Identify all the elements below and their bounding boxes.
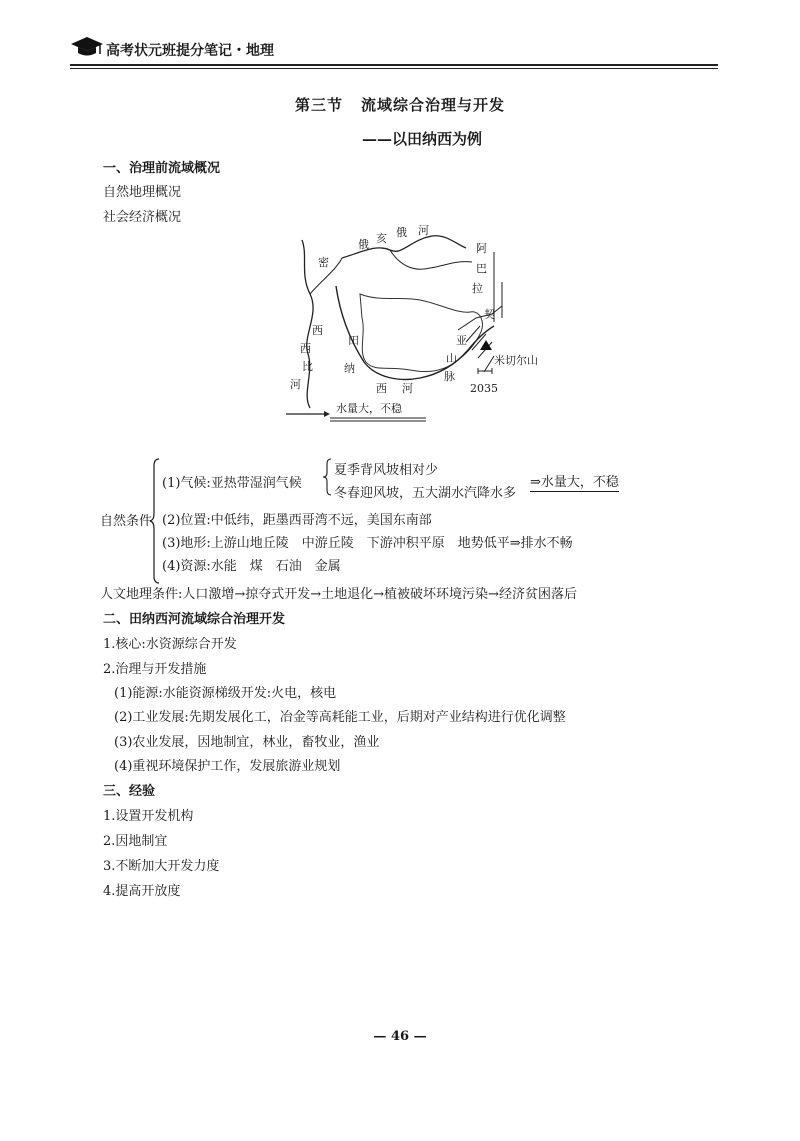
part1-item: 自然地理概况 [103,185,182,200]
label-tennessee: 西 [376,382,387,395]
label-ohio: 俄 [358,238,369,251]
experience-item: 1.设置开发机构 [103,809,194,824]
location-line: (2)位置:中低纬，距墨西哥湾不远，美国东南部 [162,513,432,528]
header-rule-thin [70,68,718,69]
peak-name: 米切尔山 [494,354,538,367]
part1-heading: 一、治理前流域概况 [103,161,221,176]
part2-heading: 二、田纳西河流域综合治理开发 [103,612,286,627]
label-appalachian: 脉 [444,370,455,383]
natural-label: 自然条件 [100,514,153,529]
label-ohio: 亥 [376,232,387,245]
measure-item: (3)农业发展，因地制宜，林业，畜牧业，渔业 [114,735,380,750]
section-subtitle: ——以田纳西为例 [362,130,483,148]
climate-brace-icon [322,458,332,496]
experience-item: 2.因地制宜 [103,834,168,849]
climate-winter: 冬春迎风坡，五大湖水汽降水多 [334,486,517,501]
label-mississippi-river: 西 [300,342,311,355]
label-tennessee: 纳 [344,362,355,375]
label-ohio: 俄 [396,226,407,239]
label-appalachian: 巴 [476,262,487,275]
climate-line: (1)气候:亚热带湿润气候 [162,476,302,491]
climate-result: ⇒水量大，不稳 [530,471,619,492]
label-ohio: 河 [418,224,429,237]
label-appalachian: 山 [446,352,457,365]
part1-item: 社会经济概况 [103,210,182,225]
tributary [390,250,472,269]
part2-core: 1.核心:水资源综合开发 [103,637,237,652]
header-rule [70,64,718,66]
experience-item: 3.不断加大开发力度 [103,859,220,874]
label-mississippi-river: 河 [290,378,301,391]
mount-mitchell-icon [480,340,492,350]
terrain-line: (3)地形:上游山地丘陵 中游丘陵 下游冲积平原 地势低平⇒排水不畅 [162,536,573,551]
label-tennessee: 田 [348,334,359,347]
legend-label: 水量大，不稳 [336,402,402,415]
tennessee-river [336,286,494,379]
measure-item: (4)重视环境保护工作，发展旅游业规划 [114,759,341,774]
climate-summer: 夏季背风坡相对少 [334,463,439,478]
resources-line: (4)资源:水能 煤 石油 金属 [162,559,341,574]
measure-item: (2)工业发展:先期发展化工，冶金等高耗能工业，后期对产业结构进行优化调整 [114,710,566,725]
legend-arrow-icon [324,411,330,417]
left-brace-icon [150,458,160,584]
part3-heading: 三、经验 [103,784,156,799]
elevation-marker [478,368,492,374]
tennessee-river-map [280,222,538,432]
label-tennessee: 河 [402,382,413,395]
peak-elevation: 2035 [470,382,498,395]
label-appalachian: 拉 [472,282,483,295]
header-title: 高考状元班提分笔记・地理 [106,43,274,59]
section-number: 第三节 [294,96,343,114]
experience-item: 4.提高开放度 [103,884,181,899]
label-mississippi: 密 [318,256,329,269]
label-mississippi-river: 比 [302,360,313,373]
basin-outline [360,294,482,372]
page-number: — 46 — [373,1029,427,1044]
section-title [0,94,800,115]
part2-measures: 2.治理与开发措施 [103,662,207,677]
label-appalachian: 亚 [456,334,467,347]
measure-item: (1)能源:水能资源梯级开发:火电，核电 [114,686,337,701]
label-appalachian: 契 [484,308,495,321]
human-conditions: 人文地理条件:人口激增→掠夺式开发→土地退化→植被破坏环境污染→经济贫困落后 [100,587,577,602]
label-appalachian: 阿 [476,242,487,255]
graduation-cap-icon [70,36,104,58]
section-name: 流域综合治理与开发 [361,96,506,114]
label-mississippi-river: 西 [312,324,323,337]
